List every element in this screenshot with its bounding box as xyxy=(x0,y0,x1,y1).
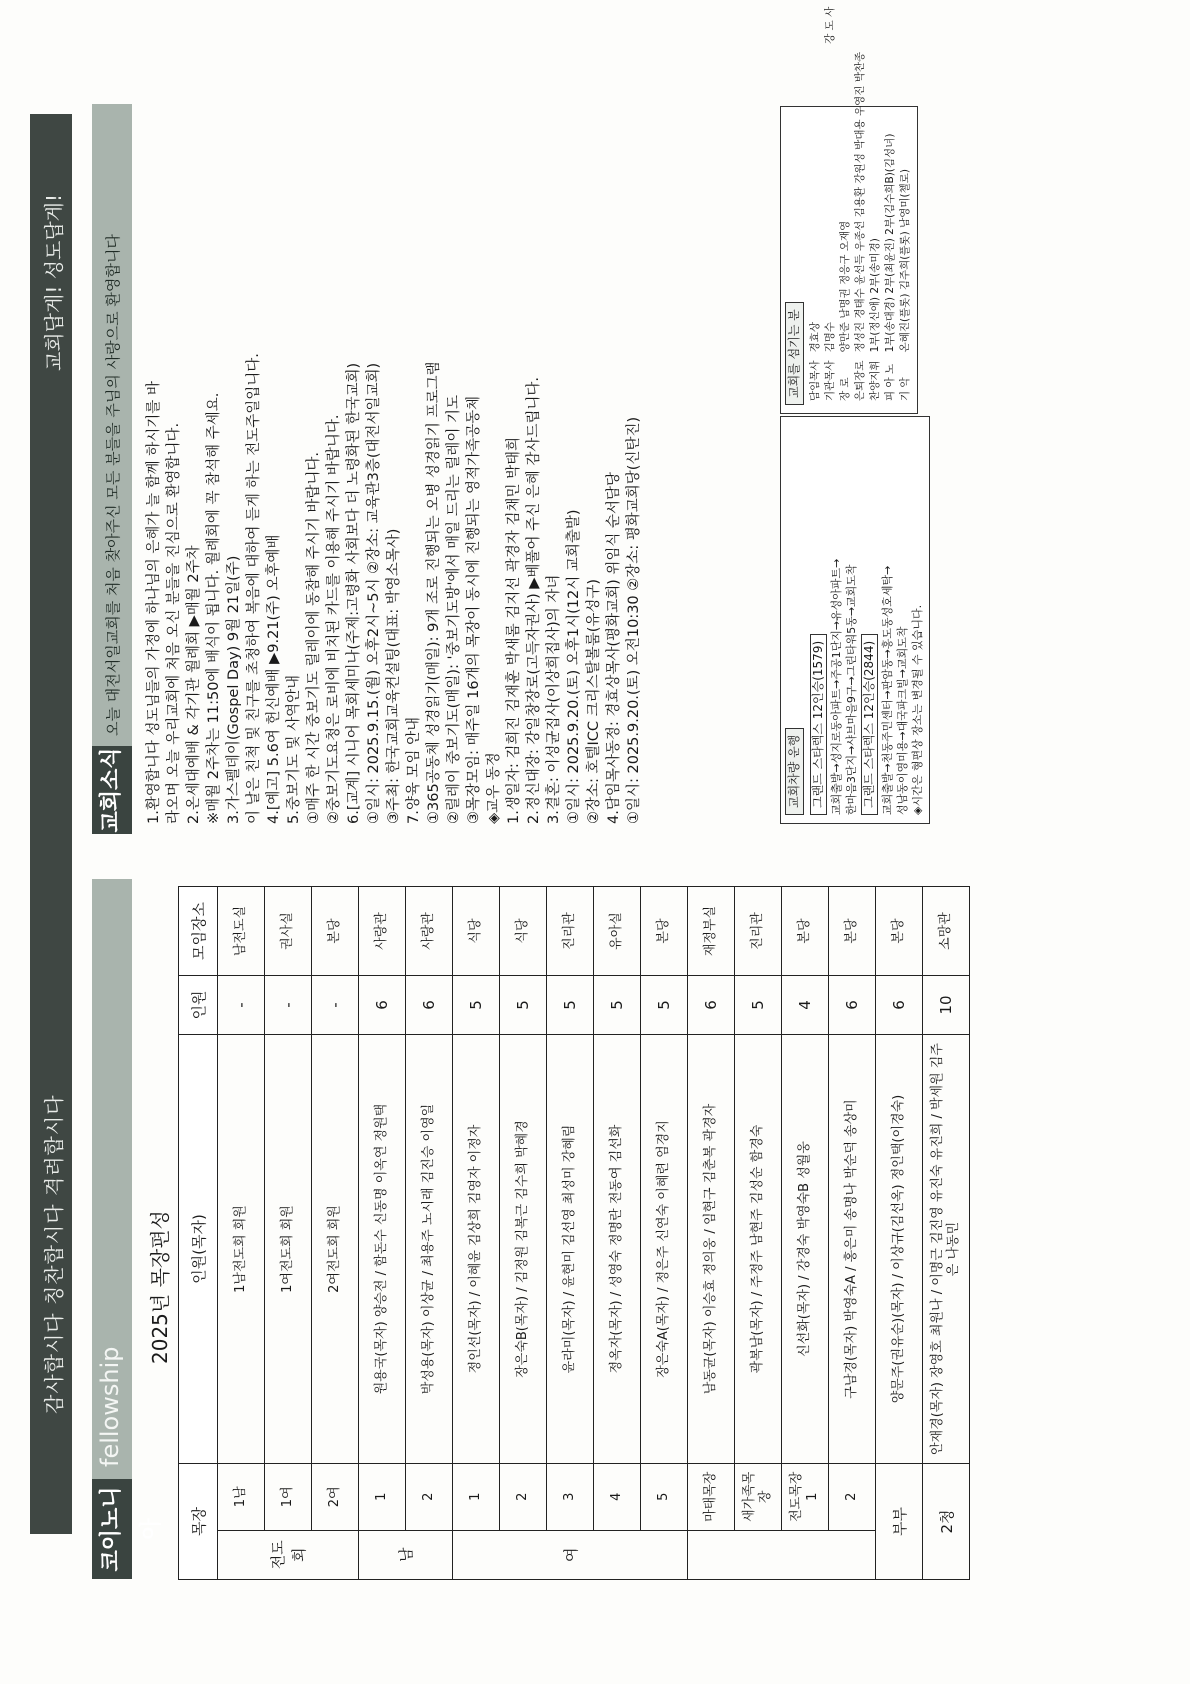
sub-cell: 3 xyxy=(547,1464,594,1531)
news-line: ①일시: 2025.9.15.(월) 오후2시~5시 ②장소: 교육관3층(대전서일교회) xyxy=(366,362,382,824)
place-cell: 진리관 xyxy=(735,887,782,976)
group-cell: 부부 xyxy=(876,1464,923,1580)
table-row xyxy=(359,887,406,1580)
sub-cell: 1여 xyxy=(265,1464,312,1531)
place-cell: 본당 xyxy=(876,887,923,976)
count-cell: - xyxy=(265,976,312,1035)
place-cell: 남전도실 xyxy=(218,887,265,976)
place-cell: 식당 xyxy=(453,887,500,976)
news-line: ③주최: 한국교회교육컨설팅(대표: 박영소목사) xyxy=(386,528,402,824)
news-line: 7.양육 모임 안내 xyxy=(406,716,422,824)
role-cell: 담임목사 xyxy=(809,360,821,401)
count-cell: 5 xyxy=(594,976,641,1035)
table-row xyxy=(500,887,547,1580)
col-header: 모임장소 xyxy=(179,887,218,976)
role-cell: 은퇴장로 xyxy=(854,360,866,401)
bus-title: 교회차량 운행 xyxy=(785,728,804,815)
news-line: 4.[예고] 5.6여 헌신예배 ▶9.21(주) 오후예배 xyxy=(266,534,282,824)
sub-cell: 1 xyxy=(453,1464,500,1531)
table-row xyxy=(898,0,913,405)
news-line: ②장소: 호텔ICC 크리스탈볼룸(유성구) xyxy=(586,578,602,824)
role-cell: 강 도 사 xyxy=(824,6,836,44)
news-tab-title: 교회소식 xyxy=(92,746,132,834)
name-cell: 1부(송대경) 2부(최윤진) 2부(김수희B)(김성녀) xyxy=(884,133,896,353)
news-line: ②중보기도요청은 로비에 비치된 카드를 이용해 주시기 바랍니다. xyxy=(326,414,342,824)
bus-route: 한마음3단지→샤브마을9구→그린타워5동→교회도착 xyxy=(845,564,858,815)
count-cell: 6 xyxy=(359,976,406,1035)
col-header: 목장 xyxy=(179,1464,218,1580)
top-banner xyxy=(30,114,72,1534)
table-row xyxy=(406,887,453,1580)
sub-cell: 4 xyxy=(594,1464,641,1531)
members-cell: 곽복남(목자) / 주정주 남현주 김성순 함경숙 xyxy=(735,1035,782,1464)
sub-cell: 2 xyxy=(500,1464,547,1531)
sub-cell: 마태목장 xyxy=(688,1464,735,1531)
news-line: 4.담임목사동정: 경효상목사(평화교회) 위임식 순서담당 xyxy=(606,471,622,824)
count-cell: 5 xyxy=(453,976,500,1035)
count-cell: - xyxy=(312,976,359,1035)
table-row xyxy=(594,887,641,1580)
place-cell: 본당 xyxy=(641,887,688,976)
place-cell: 재정부실 xyxy=(688,887,735,976)
members-cell: 장은숙A(목자) / 정은주 신연숙 이혜련 엄경지 xyxy=(641,1035,688,1464)
table-row xyxy=(547,887,594,1580)
table-row xyxy=(829,887,876,1580)
place-cell: 본당 xyxy=(782,887,829,976)
news-line: 이 날은 친척 및 친구를 초청하여 복음에 대하여 듣게 하는 전도주일입니다. xyxy=(246,353,262,824)
sub-cell: 2 xyxy=(406,1464,453,1531)
bus-box xyxy=(780,416,930,824)
count-cell: 6 xyxy=(688,976,735,1035)
count-cell: 6 xyxy=(406,976,453,1035)
bus-note: ◈시간은 형편상 장소는 변경될 수 있습니다. xyxy=(911,604,924,815)
news-line: 2.온세대예배 & 각기관 월례회 ▶매월 2주차 xyxy=(186,545,202,824)
members-cell: 박성용(목자) 이상균 / 최용주 노시래 김진승 이영일 xyxy=(406,1035,453,1464)
table-header-row xyxy=(179,887,218,1580)
table-row xyxy=(823,0,838,405)
bus-line-1: 그랜드 스타렉스 12인승(1579) xyxy=(810,634,827,815)
count-cell: 6 xyxy=(829,976,876,1035)
group-cell xyxy=(688,1530,876,1579)
table-row xyxy=(735,887,782,1580)
table-row xyxy=(853,0,868,405)
news-line: ◈교우 동정 xyxy=(486,752,502,824)
sub-cell: 전도목장 1 xyxy=(782,1464,829,1531)
role-cell: 기관목사 xyxy=(824,360,836,401)
news-line: 5.중보기도 및 사역안내 xyxy=(286,674,302,824)
sub-cell: 1남 xyxy=(218,1464,265,1531)
news-line: 라오며 오늘 우리교회에 처음 오신 분들을 진심으로 환영합니다. xyxy=(166,422,182,824)
news-subtitle: 오늘 대전서일교회를 처음 찾아주신 모든 분들을 주님의 사랑으로 환영합니다 xyxy=(104,234,122,736)
news-tab xyxy=(92,104,132,834)
table-row xyxy=(218,887,265,1580)
news-line: 6.[교계] 시니어 목회세미나(주제:고령화 사회보다 더 노령화된 한국교회) xyxy=(346,362,362,824)
bus-route: 교회출발→천동주민센터→판암동→홍도동성호세탁→ xyxy=(881,565,894,815)
name-cell: 1부(정신애) 2부(송미경) xyxy=(869,238,881,353)
sub-cell: 1 xyxy=(359,1464,406,1531)
table-row xyxy=(782,887,829,1580)
name-cell: 경효상 xyxy=(809,321,821,353)
members-cell: 남동균(목자) 이승효 정의웅 / 임현구 김춘복 곽경자 xyxy=(688,1035,735,1464)
members-cell: 1여전도회 회원 xyxy=(265,1035,312,1464)
members-cell: 안재경(목자) 장영호 최원나 / 이명근 김진영 유진숙 유진희 / 박세원 김주은 나동민 xyxy=(923,1035,970,1464)
count-cell: 6 xyxy=(876,976,923,1035)
sub-cell: 2여 xyxy=(312,1464,359,1531)
name-cell: 양만준 남명권 정응구 오재영 xyxy=(839,220,851,353)
news-line: 3.결혼: 이성균집사(이상희집사)의 자녀 xyxy=(546,574,562,824)
table-row xyxy=(838,0,853,405)
table-row xyxy=(883,0,898,405)
slogan-left: 감사합시다 칭찬합시다 격려합시다 xyxy=(42,1094,66,1414)
count-cell: - xyxy=(218,976,265,1035)
place-cell: 사랑관 xyxy=(359,887,406,976)
table-row xyxy=(265,887,312,1580)
members-cell: 양문주(권유순)(목자) / 이상규(김선옥) 정인택(이경숙) xyxy=(876,1035,923,1464)
news-line: 2.정신대장: 강일창장로(고득자권사) ▶베풀어 주신 은혜 감사드립니다. xyxy=(526,376,542,824)
count-cell: 10 xyxy=(923,976,970,1035)
role-cell: 기 악 xyxy=(899,377,911,401)
place-cell: 진리관 xyxy=(547,887,594,976)
col-header: 인원 xyxy=(179,976,218,1035)
servants-title: 교회를 섬기는 분 xyxy=(785,302,804,405)
table-row xyxy=(641,887,688,1580)
bus-line-2: 그랜드 스타렉스 12인승(2844) xyxy=(861,634,878,815)
table-row xyxy=(312,887,359,1580)
sub-cell: 5 xyxy=(641,1464,688,1531)
role-cell: 찬양지휘 xyxy=(869,360,881,401)
place-cell: 본당 xyxy=(829,887,876,976)
count-cell: 5 xyxy=(641,976,688,1035)
bus-route: 교회출발→성지로동아파트→주공1단지→유성아파트→ xyxy=(830,558,843,815)
role-cell: 피 아 노 xyxy=(884,363,896,401)
news-line: ①일시: 2025.9.20.(토) 오전10:30 ②장소: 평화교회당(신탄진) xyxy=(626,416,642,824)
group-cell: 전도회 xyxy=(218,1530,359,1579)
name-cell: 정성진 경태수 윤선득 우종선 김용환 강원성 박대용 우영진 박찬종 xyxy=(854,51,866,353)
place-cell: 권사실 xyxy=(265,887,312,976)
place-cell: 본당 xyxy=(312,887,359,976)
sub-cell: 새가족목장 xyxy=(735,1464,782,1531)
news-line: ※매월 2주차는 11:50에 배식이 됩니다. 월례회에 꼭 참석해 주세요. xyxy=(206,392,222,824)
group-cell: 2청 xyxy=(923,1464,970,1580)
fellowship-tab-en: fellowship xyxy=(96,1346,124,1467)
table-row xyxy=(868,0,883,405)
role-cell: 장 로 xyxy=(839,377,851,401)
news-line: 3.가스펠데이(Gospel Day) 9월 21일(주) xyxy=(226,555,242,824)
sub-cell: 2 xyxy=(829,1464,876,1531)
table-row xyxy=(453,887,500,1580)
count-cell: 5 xyxy=(547,976,594,1035)
count-cell: 5 xyxy=(500,976,547,1035)
members-cell: 신선화(목자) / 강경숙 박영숙B 성월웅 xyxy=(782,1035,829,1464)
table-row xyxy=(808,0,823,405)
news-line: ①일시: 2025.9.20.(토) 오후1시(12시 교회출발) xyxy=(566,509,582,824)
members-cell: 윤라미(목자) / 윤현미 김선영 최성미 강혜림 xyxy=(547,1035,594,1464)
count-cell: 4 xyxy=(782,976,829,1035)
members-cell: 장은숙B(목자) / 김정원 김복근 김수희 박혜경 xyxy=(500,1035,547,1464)
table-row xyxy=(876,887,923,1580)
slogan-right: 교회답게! 성도답게! xyxy=(42,194,66,371)
count-cell: 5 xyxy=(735,976,782,1035)
news-body xyxy=(144,124,644,824)
news-line: ②릴레이 중보기도(매일): '중보기도방'에서 매일 드리는 릴레이 기도 xyxy=(446,394,462,824)
fellowship-title: 2025년 목장편성 xyxy=(148,1210,172,1364)
servants-table xyxy=(808,0,913,405)
place-cell: 유아실 xyxy=(594,887,641,976)
name-cell: 온혜진(플롯) 김주희(플롯) 남영미(첼로) xyxy=(899,169,911,353)
bus-route: 성남동이영미용→대국파크빌→교회도착 xyxy=(896,626,909,815)
mokjang-table xyxy=(178,886,970,1580)
members-cell: 1남전도회 회원 xyxy=(218,1035,265,1464)
servants-box xyxy=(780,6,918,414)
news-line: ①매주 한 시간 중보기도 릴레이에 동참해 주시기 바랍니다. xyxy=(306,451,322,824)
group-cell: 여 xyxy=(453,1530,688,1579)
name-cell xyxy=(823,0,838,3)
members-cell: 정옥자(목자) / 성영숙 정명란 전동여 김선화 xyxy=(594,1035,641,1464)
news-line: ③목장모임: 매주일 16개의 목장이 동시에 진행되는 영적가족공동체 xyxy=(466,395,482,824)
members-cell: 구남경(목자) 박영숙A / 홍은미 송명나 박순덕 송상미 xyxy=(829,1035,876,1464)
place-cell: 식당 xyxy=(500,887,547,976)
place-cell: 사랑관 xyxy=(406,887,453,976)
group-cell: 남 xyxy=(359,1530,453,1579)
name-cell: 김명수 xyxy=(824,321,836,353)
place-cell: 소망관 xyxy=(923,887,970,976)
table-row xyxy=(688,887,735,1580)
fellowship-tab-kr: 코이노니아 xyxy=(92,1479,132,1579)
members-cell: 정인선(목자) / 이혜윤 김상희 김영자 이정자 xyxy=(453,1035,500,1464)
news-line: 1.생일자: 김희진 김재훈 박새롬 김지선 곽경자 김채민 박태희 xyxy=(506,436,522,824)
members-cell: 2여전도회 회원 xyxy=(312,1035,359,1464)
members-cell: 원용국(목자) 양승전 / 함돈수 신동명 이옥연 정원택 xyxy=(359,1035,406,1464)
news-line: ①365공동체 성경읽기(매일): 9개 조로 진행되는 오병 성경읽기 프로그램 xyxy=(426,361,442,824)
table-row xyxy=(923,887,970,1580)
news-line: 1.환영합니다 성도님들의 가정에 하나님의 은혜가 늘 함께 하시기를 바 xyxy=(146,381,162,824)
col-header: 인원(목자) xyxy=(179,1035,218,1464)
